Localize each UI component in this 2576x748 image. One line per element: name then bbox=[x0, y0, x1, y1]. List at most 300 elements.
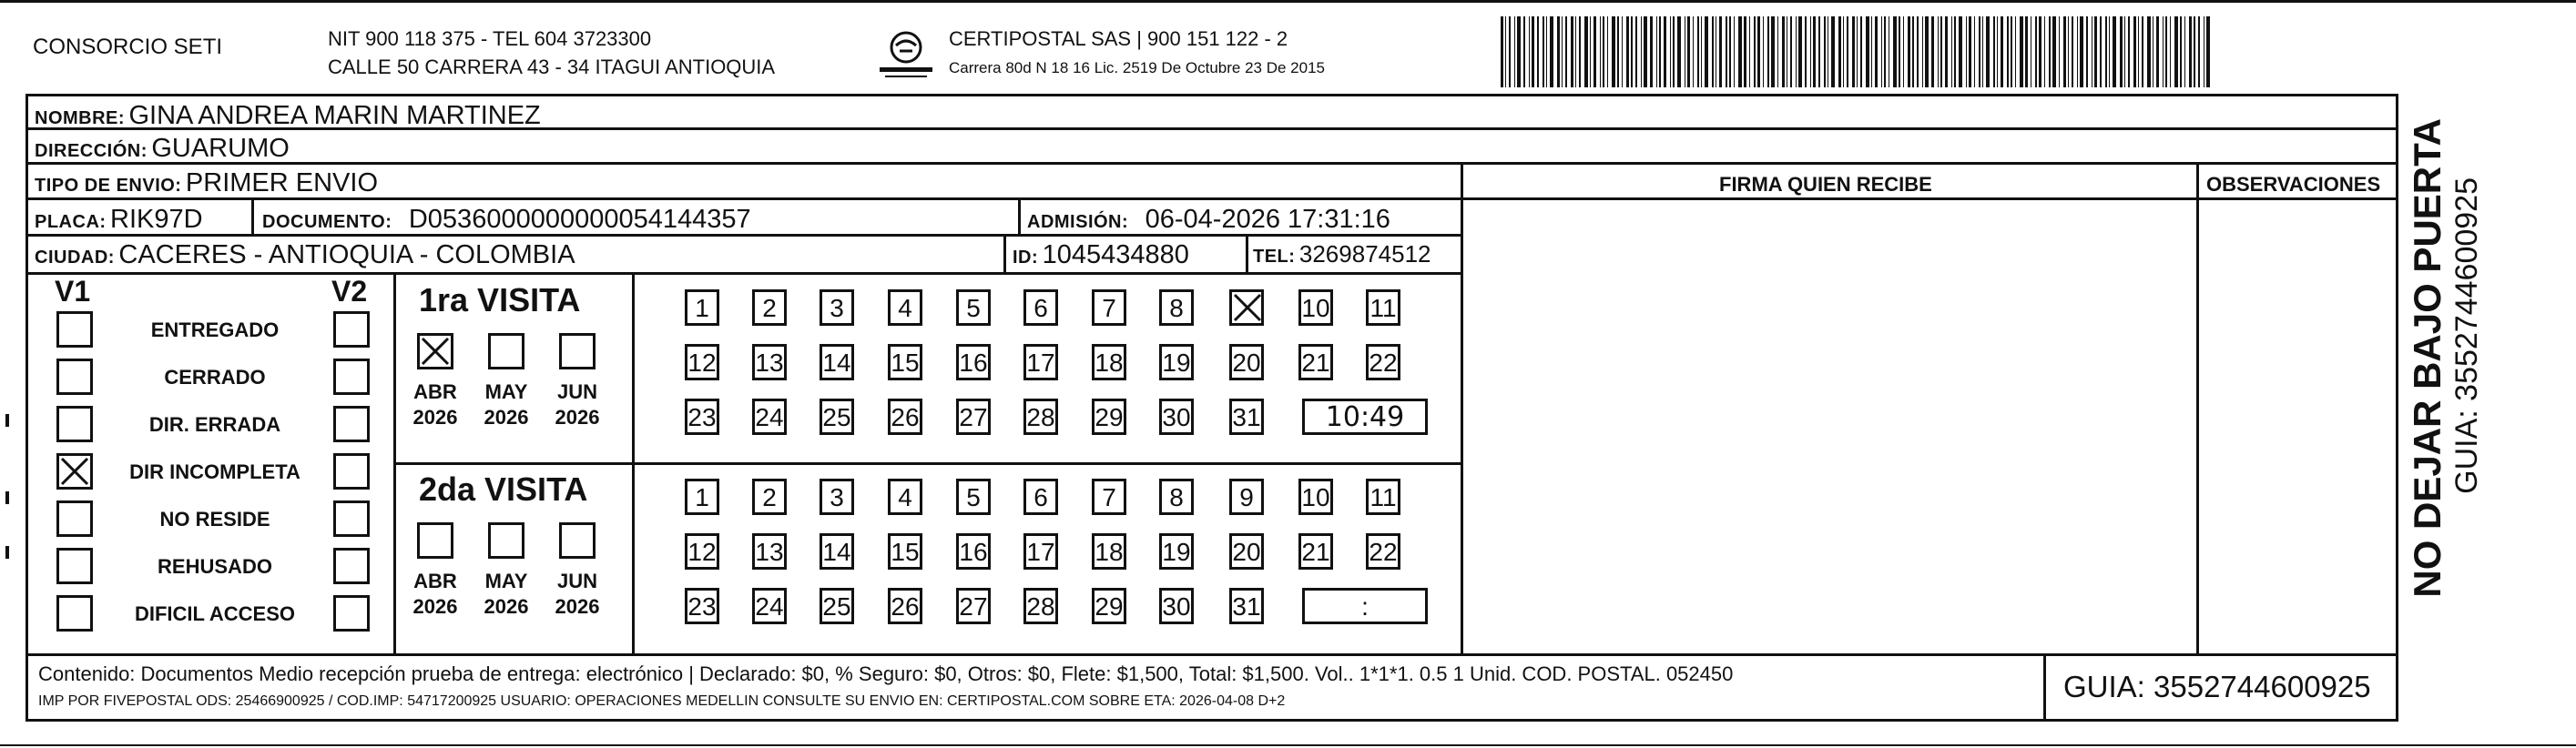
day-box-31[interactable]: 31 bbox=[1229, 399, 1264, 435]
barcode-bar bbox=[1673, 16, 1675, 87]
barcode-bar bbox=[1738, 16, 1742, 87]
barcode-bar bbox=[1617, 16, 1619, 87]
nombre-label: NOMBRE: bbox=[35, 108, 126, 128]
day-box-22[interactable]: 22 bbox=[1366, 344, 1400, 380]
barcode-bar bbox=[2109, 16, 2110, 87]
row-rule bbox=[25, 162, 2398, 165]
day-box-31[interactable]: 31 bbox=[1229, 588, 1264, 624]
day-box-12[interactable]: 12 bbox=[685, 533, 719, 570]
barcode-bar bbox=[2080, 16, 2083, 87]
barcode-bar bbox=[1763, 16, 1764, 87]
barcode-bar bbox=[1677, 16, 1681, 87]
admision-label: ADMISIÓN: bbox=[1027, 212, 1129, 232]
day-box-23[interactable]: 23 bbox=[685, 588, 719, 624]
firma-label: FIRMA QUIEN RECIBE bbox=[1719, 173, 1932, 196]
direccion-label: DIRECCIÓN: bbox=[35, 141, 148, 161]
barcode-bar bbox=[1600, 16, 1601, 87]
barcode-bar bbox=[1550, 16, 1553, 87]
barcode-bar bbox=[1641, 16, 1642, 87]
admision-divider bbox=[1018, 197, 1021, 234]
month-checkbox-jun[interactable] bbox=[559, 522, 596, 559]
barcode-bar bbox=[1974, 16, 1975, 87]
day-box-30[interactable]: 30 bbox=[1159, 399, 1194, 435]
day-box-18[interactable]: 18 bbox=[1092, 344, 1126, 380]
barcode-bar bbox=[1593, 16, 1596, 87]
margin-tick bbox=[5, 414, 9, 427]
month-checkbox-abr[interactable] bbox=[417, 522, 453, 559]
form-left-rule bbox=[25, 94, 28, 722]
barcode-bar bbox=[1729, 16, 1731, 87]
footer-imp: IMP POR FIVEPOSTAL ODS: 25466900925 / COD.IMP: 54717200925 USUARIO: OPERACIONES MEDELLIN CONSULTE SU ENVIO EN: CERTIPOSTAL.COM SOBRE ETA: 2026-04-08 D+2 bbox=[38, 693, 1286, 709]
day-box-8[interactable]: 8 bbox=[1159, 289, 1194, 326]
status-label: DIR INCOMPLETA bbox=[129, 460, 300, 483]
barcode-bar bbox=[2063, 16, 2066, 87]
tel-divider bbox=[1246, 234, 1248, 272]
direccion-field bbox=[35, 136, 290, 162]
barcode-bar bbox=[1831, 16, 1835, 87]
status-v1-checkbox[interactable] bbox=[56, 595, 93, 632]
time-box[interactable]: 10:49 bbox=[1302, 399, 1428, 435]
barcode-bar bbox=[1650, 16, 1653, 87]
day-box-22[interactable]: 22 bbox=[1366, 533, 1400, 570]
barcode-bar bbox=[1517, 16, 1521, 87]
nombre-field bbox=[35, 103, 541, 129]
form-right-rule bbox=[2396, 94, 2398, 722]
barcode-bar bbox=[1790, 16, 1792, 87]
barcode-bar bbox=[1824, 16, 1826, 87]
day-box-20[interactable]: 20 bbox=[1229, 344, 1264, 380]
day-box-28[interactable]: 28 bbox=[1023, 399, 1058, 435]
status-v2-checkbox[interactable] bbox=[333, 500, 370, 537]
barcode-bar bbox=[1631, 16, 1633, 87]
barcode-bar bbox=[1635, 16, 1637, 87]
barcode-bar bbox=[2094, 16, 2097, 87]
barcode-bar bbox=[2133, 16, 2136, 87]
v1-label: V1 bbox=[55, 275, 91, 308]
footer-guia: GUIA: 3552744600925 bbox=[2063, 670, 2371, 703]
barcode-bar bbox=[1590, 16, 1591, 87]
placa-field bbox=[35, 207, 203, 233]
day-box-26[interactable]: 26 bbox=[888, 399, 922, 435]
firma-col-rule bbox=[1461, 162, 1463, 655]
barcode-bar bbox=[2007, 16, 2009, 87]
barcode-bar bbox=[2194, 16, 2195, 87]
company-name: CONSORCIO SETI bbox=[33, 35, 223, 59]
placa-divider bbox=[251, 197, 254, 234]
address-line: CALLE 50 CARRERA 43 - 34 ITAGUI ANTIOQUIA bbox=[328, 56, 776, 78]
year-label: 2026 bbox=[555, 595, 600, 618]
barcode-bar bbox=[1782, 16, 1785, 87]
barcode-bar bbox=[1754, 16, 1756, 87]
barcode-bar bbox=[1532, 16, 1534, 87]
barcode-bar bbox=[2138, 16, 2139, 87]
barcode-bar bbox=[1940, 16, 1942, 87]
barcode-bar bbox=[2206, 16, 2210, 87]
day-box-16[interactable]: 16 bbox=[956, 344, 991, 380]
barcode-bar bbox=[1701, 16, 1702, 87]
tel-label: TEL: bbox=[1253, 247, 1296, 267]
barcode-bar bbox=[2156, 16, 2159, 87]
barcode-bar bbox=[1523, 16, 1525, 87]
status-v1-checkbox[interactable] bbox=[56, 406, 93, 442]
day-box-12[interactable]: 12 bbox=[685, 344, 719, 380]
barcode-bar bbox=[2128, 16, 2130, 87]
day-box-27[interactable]: 27 bbox=[956, 588, 991, 624]
barcode-bar bbox=[1871, 16, 1872, 87]
status-v2-checkbox[interactable] bbox=[333, 595, 370, 632]
barcode-bar bbox=[1959, 16, 1962, 87]
day-box-19[interactable]: 19 bbox=[1159, 344, 1194, 380]
row-rule bbox=[25, 272, 1461, 275]
barcode-bar bbox=[1571, 16, 1573, 87]
nit-line: NIT 900 118 375 - TEL 604 3723300 bbox=[328, 27, 652, 50]
barcode-bar bbox=[1857, 16, 1858, 87]
barcode-bar bbox=[1546, 16, 1547, 87]
visit2-title: 2da VISITA bbox=[419, 470, 588, 508]
observaciones-label: OBSERVACIONES bbox=[2206, 173, 2381, 196]
day-box-4[interactable]: 4 bbox=[888, 479, 922, 515]
day-box-11[interactable]: 11 bbox=[1366, 289, 1400, 326]
day-box-29[interactable]: 29 bbox=[1092, 588, 1126, 624]
day-box-24[interactable]: 24 bbox=[752, 588, 787, 624]
barcode-bar bbox=[1925, 16, 1929, 87]
barcode-bar bbox=[1899, 16, 1900, 87]
day-box-28[interactable]: 28 bbox=[1023, 588, 1058, 624]
barcode-bar bbox=[1908, 16, 1910, 87]
barcode-bar bbox=[1505, 16, 1506, 87]
day-box-15[interactable]: 15 bbox=[888, 533, 922, 570]
barcode-bar bbox=[1771, 16, 1775, 87]
barcode-bar bbox=[1922, 16, 1923, 87]
status-v1-checkbox[interactable] bbox=[56, 500, 93, 537]
barcode-bar bbox=[2001, 16, 2003, 87]
barcode-bar bbox=[1818, 16, 1820, 87]
row-rule bbox=[25, 197, 2398, 200]
id-divider bbox=[1003, 234, 1006, 272]
barcode-bar bbox=[1501, 16, 1503, 87]
barcode-bar bbox=[1744, 16, 1746, 87]
day-box-25[interactable]: 25 bbox=[820, 399, 854, 435]
day-box-15[interactable]: 15 bbox=[888, 344, 922, 380]
barcode-bar bbox=[1612, 16, 1615, 87]
day-box-2[interactable]: 2 bbox=[752, 289, 787, 326]
tipo-envio-value: PRIMER ENVIO bbox=[185, 168, 379, 197]
day-box-14[interactable]: 14 bbox=[820, 344, 854, 380]
barcode-bar bbox=[1884, 16, 1886, 87]
year-label: 2026 bbox=[484, 595, 529, 618]
barcode-bar bbox=[2147, 16, 2151, 87]
barcode-bar bbox=[1993, 16, 1995, 87]
day-box-25[interactable]: 25 bbox=[820, 588, 854, 624]
month-label: JUN bbox=[556, 380, 597, 403]
month-checkbox-may[interactable] bbox=[488, 333, 524, 369]
status-label: ENTREGADO bbox=[150, 318, 280, 341]
barcode-bar bbox=[2184, 16, 2185, 87]
barcode-bar bbox=[1734, 16, 1735, 87]
barcode-bar bbox=[2025, 16, 2028, 87]
v2-label: V2 bbox=[331, 275, 368, 308]
barcode-bar bbox=[1693, 16, 1694, 87]
admision-value: 06-04-2026 17:31:16 bbox=[1145, 205, 1390, 234]
status-v2-checkbox[interactable] bbox=[333, 453, 370, 490]
status-v1-checkbox[interactable] bbox=[56, 359, 93, 395]
month-label: MAY bbox=[484, 570, 528, 592]
day-box-20[interactable]: 20 bbox=[1229, 533, 1264, 570]
barcode-bar bbox=[2039, 16, 2041, 87]
barcode-bar bbox=[2180, 16, 2182, 87]
ciudad-label: CIUDAD: bbox=[35, 248, 115, 268]
barcode-bar bbox=[1603, 16, 1604, 87]
barcode-bar bbox=[1860, 16, 1862, 87]
tel-field bbox=[1253, 242, 1431, 266]
barcode-bar bbox=[1514, 16, 1515, 87]
barcode-bar bbox=[1626, 16, 1629, 87]
barcode-bar bbox=[2072, 16, 2073, 87]
id-value: 1045434880 bbox=[1042, 240, 1189, 269]
barcode-bar bbox=[1557, 16, 1560, 87]
status-label: DIR. ERRADA bbox=[148, 413, 281, 436]
barcode bbox=[1501, 0, 2225, 91]
barcode-bar bbox=[2049, 16, 2051, 87]
year-label: 2026 bbox=[555, 406, 600, 429]
day-box-2[interactable]: 2 bbox=[752, 479, 787, 515]
barcode-bar bbox=[1705, 16, 1708, 87]
barcode-bar bbox=[1719, 16, 1722, 87]
ciudad-value: CACERES - ANTIOQUIA - COLOMBIA bbox=[118, 240, 575, 269]
day-box-17[interactable]: 17 bbox=[1023, 533, 1058, 570]
year-label: 2026 bbox=[412, 595, 458, 618]
barcode-bar bbox=[1712, 16, 1714, 87]
day-box-1[interactable]: 1 bbox=[685, 479, 719, 515]
barcode-bar bbox=[2015, 16, 2016, 87]
month-checkbox-abr[interactable] bbox=[417, 333, 453, 369]
barcode-bar bbox=[1843, 16, 1844, 87]
direccion-value: GUARUMO bbox=[151, 134, 290, 163]
year-label: 2026 bbox=[412, 406, 458, 429]
day-box-18[interactable]: 18 bbox=[1092, 533, 1126, 570]
barcode-bar bbox=[1607, 16, 1608, 87]
barcode-bar bbox=[1979, 16, 1980, 87]
barcode-bar bbox=[2011, 16, 2012, 87]
tipo-envio-label: TIPO DE ENVIO: bbox=[35, 176, 182, 196]
barcode-bar bbox=[2105, 16, 2107, 87]
barcode-bar bbox=[1881, 16, 1882, 87]
page-bottom-rule bbox=[0, 744, 2576, 746]
footer-guia-divider bbox=[2043, 653, 2046, 722]
barcode-bar bbox=[1659, 16, 1661, 87]
status-v2-checkbox[interactable] bbox=[333, 359, 370, 395]
barcode-bar bbox=[2120, 16, 2123, 87]
barcode-bar bbox=[1982, 16, 1983, 87]
barcode-bar bbox=[1796, 16, 1797, 87]
barcode-bar bbox=[1938, 16, 1939, 87]
barcode-bar bbox=[1579, 16, 1581, 87]
barcode-bar bbox=[2059, 16, 2060, 87]
barcode-bar bbox=[1767, 16, 1769, 87]
barcode-bar bbox=[1966, 16, 1967, 87]
day-box-4[interactable]: 4 bbox=[888, 289, 922, 326]
day-box-3[interactable]: 3 bbox=[820, 479, 854, 515]
day-box-16[interactable]: 16 bbox=[956, 533, 991, 570]
day-box-11[interactable]: 11 bbox=[1366, 479, 1400, 515]
day-box-14[interactable]: 14 bbox=[820, 533, 854, 570]
documento-value: D0536000000000054144357 bbox=[408, 205, 751, 234]
placa-label: PLACA: bbox=[35, 212, 107, 232]
placa-value: RIK97D bbox=[110, 205, 203, 234]
barcode-bar bbox=[2124, 16, 2125, 87]
barcode-bar bbox=[2170, 16, 2171, 87]
year-label: 2026 bbox=[484, 406, 529, 429]
certipostal-line-1: CERTIPOSTAL SAS | 900 151 122 - 2 bbox=[949, 27, 1288, 50]
visit1-title: 1ra VISITA bbox=[419, 281, 581, 318]
barcode-bar bbox=[2020, 16, 2023, 87]
day-box-29[interactable]: 29 bbox=[1092, 399, 1126, 435]
day-box-19[interactable]: 19 bbox=[1159, 533, 1194, 570]
ciudad-field bbox=[35, 242, 575, 268]
day-box-17[interactable]: 17 bbox=[1023, 344, 1058, 380]
documento-field bbox=[262, 207, 751, 233]
day-box-21[interactable]: 21 bbox=[1298, 533, 1333, 570]
form-top-rule bbox=[25, 94, 2398, 96]
barcode-bar bbox=[2189, 16, 2192, 87]
barcode-bar bbox=[1726, 16, 1727, 87]
day-box-23[interactable]: 23 bbox=[685, 399, 719, 435]
day-box-13[interactable]: 13 bbox=[752, 533, 787, 570]
barcode-bar bbox=[2068, 16, 2069, 87]
month-label: ABR bbox=[413, 380, 457, 403]
day-box-26[interactable]: 26 bbox=[888, 588, 922, 624]
barcode-bar bbox=[1537, 16, 1539, 87]
day-box-1[interactable]: 1 bbox=[685, 289, 719, 326]
barcode-bar bbox=[1810, 16, 1811, 87]
margin-tick bbox=[5, 491, 9, 504]
barcode-bar bbox=[2142, 16, 2143, 87]
barcode-bar bbox=[1798, 16, 1802, 87]
status-v1-checkbox[interactable] bbox=[56, 453, 93, 490]
margin-tick bbox=[5, 546, 9, 559]
barcode-bar bbox=[1656, 16, 1657, 87]
barcode-bar bbox=[1757, 16, 1760, 87]
nombre-value: GINA ANDREA MARIN MARTINEZ bbox=[128, 101, 541, 130]
barcode-bar bbox=[2035, 16, 2037, 87]
barcode-bar bbox=[1931, 16, 1934, 87]
day-box-24[interactable]: 24 bbox=[752, 399, 787, 435]
status-v2-checkbox[interactable] bbox=[333, 406, 370, 442]
month-label: MAY bbox=[484, 380, 528, 403]
day-box-21[interactable]: 21 bbox=[1298, 344, 1333, 380]
barcode-bar bbox=[1509, 16, 1511, 87]
barcode-bar bbox=[1529, 16, 1530, 87]
status-label: NO RESIDE bbox=[159, 508, 270, 531]
barcode-bar bbox=[1969, 16, 1971, 87]
day-box-10[interactable]: 10 bbox=[1298, 289, 1333, 326]
barcode-bar bbox=[1893, 16, 1897, 87]
status-label: CERRADO bbox=[164, 366, 266, 389]
time-box[interactable]: : bbox=[1302, 588, 1428, 624]
day-box-6[interactable]: 6 bbox=[1023, 479, 1058, 515]
barcode-bar bbox=[1622, 16, 1623, 87]
barcode-bar bbox=[1912, 16, 1914, 87]
visit-divider bbox=[393, 462, 1461, 465]
barcode-bar bbox=[1903, 16, 1904, 87]
day-box-3[interactable]: 3 bbox=[820, 289, 854, 326]
barcode-bar bbox=[1697, 16, 1699, 87]
day-box-9[interactable]: 9 bbox=[1229, 479, 1264, 515]
day-box-10[interactable]: 10 bbox=[1298, 479, 1333, 515]
barcode-bar bbox=[1584, 16, 1588, 87]
barcode-bar bbox=[1986, 16, 1990, 87]
barcode-bar bbox=[1687, 16, 1690, 87]
month-label: ABR bbox=[413, 570, 457, 592]
day-box-5[interactable]: 5 bbox=[956, 479, 991, 515]
barcode-bar bbox=[1562, 16, 1563, 87]
barcode-bar bbox=[2086, 16, 2088, 87]
barcode-bar bbox=[1997, 16, 1998, 87]
side-guia: GUIA: 3552744600925 bbox=[2449, 177, 2484, 494]
barcode-bar bbox=[1917, 16, 1919, 87]
tipo-envio-field bbox=[35, 170, 378, 197]
day-box-30[interactable]: 30 bbox=[1159, 588, 1194, 624]
month-label: JUN bbox=[556, 570, 597, 592]
month-checkbox-jun[interactable] bbox=[559, 333, 596, 369]
id-field bbox=[1013, 242, 1189, 268]
barcode-bar bbox=[1945, 16, 1948, 87]
barcode-bar bbox=[1852, 16, 1855, 87]
barcode-bar bbox=[1777, 16, 1778, 87]
status-label: DIFICIL ACCESO bbox=[134, 602, 295, 625]
status-label: REHUSADO bbox=[158, 555, 272, 578]
barcode-bar bbox=[1575, 16, 1576, 87]
status-v2-checkbox[interactable] bbox=[333, 548, 370, 584]
certipostal-logo-icon bbox=[876, 27, 936, 82]
barcode-bar bbox=[1670, 16, 1671, 87]
day-box-7[interactable]: 7 bbox=[1092, 289, 1126, 326]
barcode-bar bbox=[2052, 16, 2056, 87]
documento-label: DOCUMENTO: bbox=[262, 212, 392, 232]
barcode-bar bbox=[1644, 16, 1647, 87]
barcode-bar bbox=[1954, 16, 1956, 87]
status-v2-checkbox[interactable] bbox=[333, 311, 370, 348]
barcode-bar bbox=[2100, 16, 2102, 87]
day-box-6[interactable]: 6 bbox=[1023, 289, 1058, 326]
barcode-bar bbox=[1749, 16, 1750, 87]
day-box-13[interactable]: 13 bbox=[752, 344, 787, 380]
status-v1-checkbox[interactable] bbox=[56, 311, 93, 348]
side-no-dejar: NO DEJAR BAJO PUERTA bbox=[2406, 118, 2449, 598]
certipostal-line-2: Carrera 80d N 18 16 Lic. 2519 De Octubre 23 De 2015 bbox=[949, 59, 1325, 76]
status-v1-checkbox[interactable] bbox=[56, 548, 93, 584]
tel-value: 3269874512 bbox=[1298, 240, 1431, 268]
barcode-bar bbox=[2077, 16, 2078, 87]
barcode-bar bbox=[1813, 16, 1816, 87]
footer-contenido: Contenido: Documentos Medio recepción prueba de entrega: electrónico | Declarado: $0, % Seguro: $0, Otros: $0, Flete: $1,500, Total: $1,500. Vol.. 1*1*1. 0.5 1 Unid. COD. POSTAL. 052450 bbox=[38, 662, 1734, 685]
month-checkbox-may[interactable] bbox=[488, 522, 524, 559]
day-box-7[interactable]: 7 bbox=[1092, 479, 1126, 515]
barcode-bar bbox=[1951, 16, 1952, 87]
barcode-bar bbox=[1565, 16, 1567, 87]
barcode-bar bbox=[1875, 16, 1878, 87]
barcode-bar bbox=[2165, 16, 2167, 87]
barcode-bar bbox=[1866, 16, 1869, 87]
barcode-bar bbox=[1805, 16, 1807, 87]
day-box-9[interactable] bbox=[1229, 289, 1264, 326]
barcode-bar bbox=[1847, 16, 1848, 87]
barcode-bar bbox=[2174, 16, 2178, 87]
day-box-5[interactable]: 5 bbox=[956, 289, 991, 326]
day-box-8[interactable]: 8 bbox=[1159, 479, 1194, 515]
day-box-27[interactable]: 27 bbox=[956, 399, 991, 435]
id-label: ID: bbox=[1013, 248, 1039, 268]
